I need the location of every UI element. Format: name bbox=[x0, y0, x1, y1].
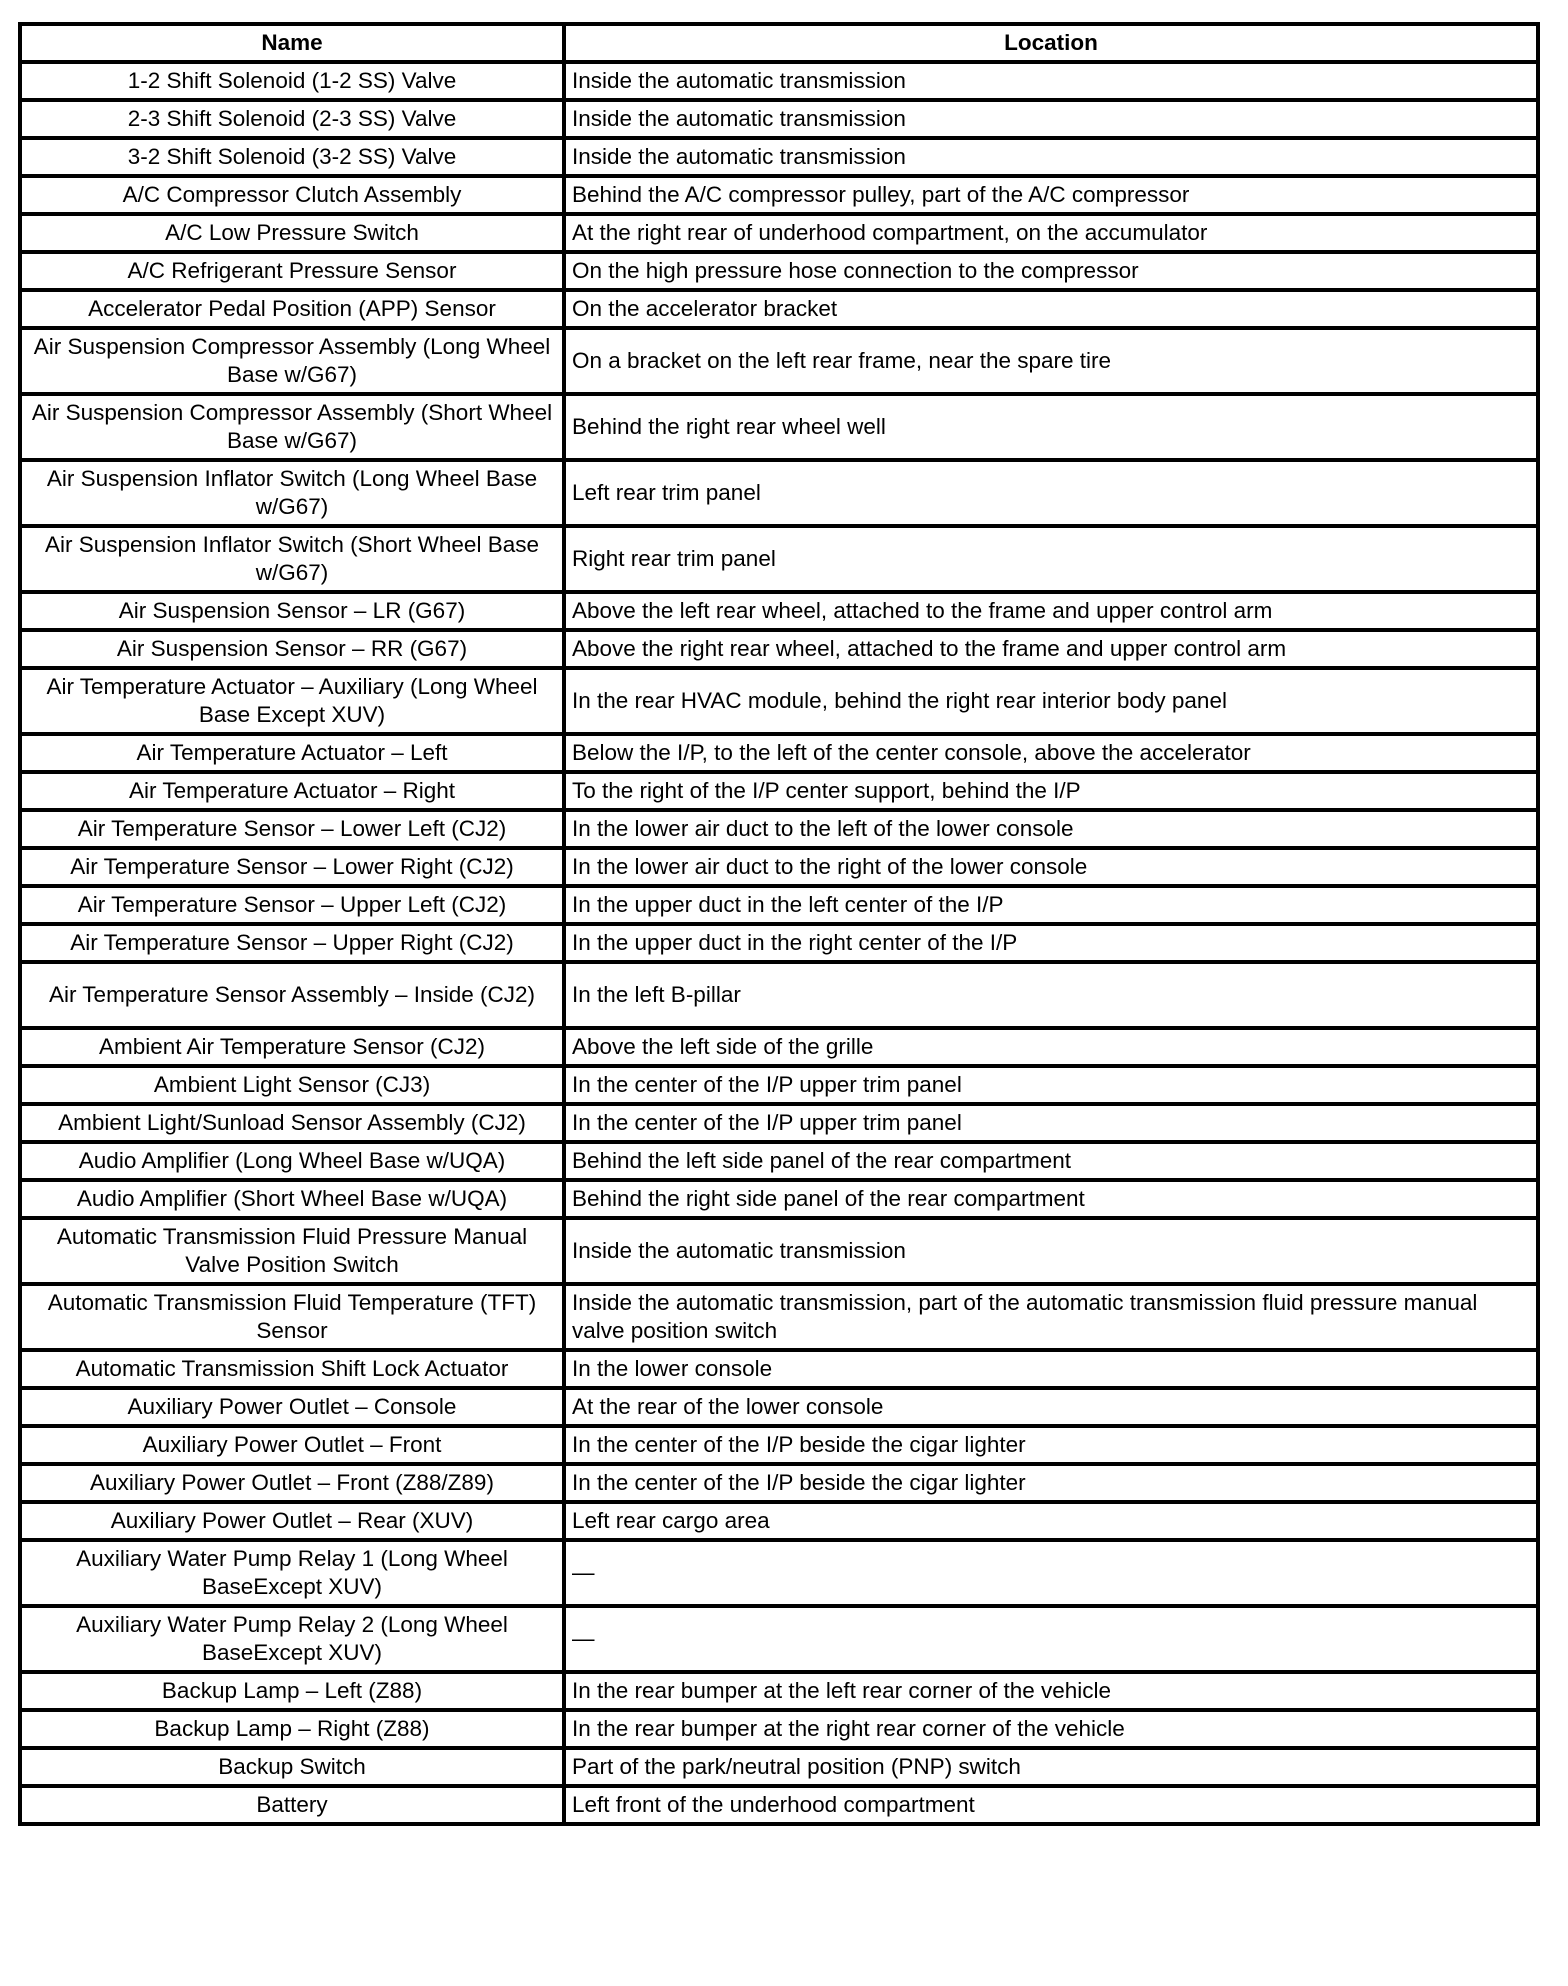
table-row bbox=[20, 138, 1538, 176]
component-name: Air Suspension Compressor Assembly (Long Wheel Base w/G67) bbox=[20, 328, 564, 394]
table-row bbox=[20, 848, 1538, 886]
component-name: Air Temperature Sensor – Upper Right (CJ2) bbox=[20, 924, 564, 962]
component-name: 3-2 Shift Solenoid (3-2 SS) Valve bbox=[20, 138, 564, 176]
component-location: In the center of the I/P upper trim panel bbox=[564, 1104, 1538, 1142]
component-name: Auxiliary Power Outlet – Console bbox=[20, 1388, 564, 1426]
component-location: — bbox=[564, 1606, 1538, 1672]
component-name: Backup Switch bbox=[20, 1748, 564, 1786]
table-row bbox=[20, 214, 1538, 252]
component-location: Behind the A/C compressor pulley, part of the A/C compressor bbox=[564, 176, 1538, 214]
component-name: Automatic Transmission Fluid Pressure Manual Valve Position Switch bbox=[20, 1218, 564, 1284]
table-row bbox=[20, 630, 1538, 668]
component-name: Auxiliary Power Outlet – Rear (XUV) bbox=[20, 1502, 564, 1540]
table-row bbox=[20, 394, 1538, 460]
component-name: Air Temperature Actuator – Right bbox=[20, 772, 564, 810]
component-name: 1-2 Shift Solenoid (1-2 SS) Valve bbox=[20, 62, 564, 100]
component-location: Inside the automatic transmission bbox=[564, 100, 1538, 138]
component-name: 2-3 Shift Solenoid (2-3 SS) Valve bbox=[20, 100, 564, 138]
table-row bbox=[20, 1388, 1538, 1426]
component-name: Automatic Transmission Shift Lock Actuator bbox=[20, 1350, 564, 1388]
table-row bbox=[20, 962, 1538, 1028]
component-location: Behind the left side panel of the rear compartment bbox=[564, 1142, 1538, 1180]
component-location: In the center of the I/P beside the cigar lighter bbox=[564, 1464, 1538, 1502]
component-location: Above the left side of the grille bbox=[564, 1028, 1538, 1066]
component-location: Behind the right side panel of the rear compartment bbox=[564, 1180, 1538, 1218]
component-name: Ambient Light Sensor (CJ3) bbox=[20, 1066, 564, 1104]
table-row bbox=[20, 668, 1538, 734]
table-row bbox=[20, 1540, 1538, 1606]
component-location: Left front of the underhood compartment bbox=[564, 1786, 1538, 1824]
table-row bbox=[20, 1284, 1538, 1350]
component-name: Accelerator Pedal Position (APP) Sensor bbox=[20, 290, 564, 328]
component-location: In the upper duct in the left center of the I/P bbox=[564, 886, 1538, 924]
table-row bbox=[20, 1218, 1538, 1284]
component-location: Above the left rear wheel, attached to the frame and upper control arm bbox=[564, 592, 1538, 630]
component-name: Air Temperature Actuator – Auxiliary (Long Wheel Base Except XUV) bbox=[20, 668, 564, 734]
table-row bbox=[20, 1786, 1538, 1824]
component-location: Left rear cargo area bbox=[564, 1502, 1538, 1540]
component-location: Inside the automatic transmission, part of the automatic transmission fluid pressure manual valve position switch bbox=[564, 1284, 1538, 1350]
table-row bbox=[20, 734, 1538, 772]
table-row bbox=[20, 1748, 1538, 1786]
component-name: A/C Low Pressure Switch bbox=[20, 214, 564, 252]
component-location: On the high pressure hose connection to the compressor bbox=[564, 252, 1538, 290]
component-location: On a bracket on the left rear frame, near the spare tire bbox=[564, 328, 1538, 394]
component-name: Backup Lamp – Left (Z88) bbox=[20, 1672, 564, 1710]
table-row bbox=[20, 176, 1538, 214]
table-row bbox=[20, 1502, 1538, 1540]
table-row bbox=[20, 1104, 1538, 1142]
table-row bbox=[20, 810, 1538, 848]
component-location: In the left B-pillar bbox=[564, 962, 1538, 1028]
component-location: In the rear HVAC module, behind the right rear interior body panel bbox=[564, 668, 1538, 734]
table-row bbox=[20, 592, 1538, 630]
component-location: In the lower air duct to the left of the lower console bbox=[564, 810, 1538, 848]
table-row bbox=[20, 290, 1538, 328]
component-location: In the center of the I/P upper trim panel bbox=[564, 1066, 1538, 1104]
component-location: Inside the automatic transmission bbox=[564, 62, 1538, 100]
component-location: To the right of the I/P center support, behind the I/P bbox=[564, 772, 1538, 810]
table-row bbox=[20, 1672, 1538, 1710]
table-row bbox=[20, 62, 1538, 100]
component-name: A/C Compressor Clutch Assembly bbox=[20, 176, 564, 214]
header-row bbox=[20, 24, 1538, 62]
component-name: Air Temperature Sensor – Upper Left (CJ2) bbox=[20, 886, 564, 924]
table-row bbox=[20, 1350, 1538, 1388]
component-location: Inside the automatic transmission bbox=[564, 1218, 1538, 1284]
component-location: At the rear of the lower console bbox=[564, 1388, 1538, 1426]
component-name: Air Temperature Sensor – Lower Right (CJ2) bbox=[20, 848, 564, 886]
component-location-table bbox=[18, 22, 1540, 1826]
header-name: Name bbox=[20, 24, 564, 62]
table-row bbox=[20, 328, 1538, 394]
table-row bbox=[20, 1142, 1538, 1180]
component-name: Backup Lamp – Right (Z88) bbox=[20, 1710, 564, 1748]
component-location: In the upper duct in the right center of the I/P bbox=[564, 924, 1538, 962]
component-location: Left rear trim panel bbox=[564, 460, 1538, 526]
table-row bbox=[20, 526, 1538, 592]
component-location: Behind the right rear wheel well bbox=[564, 394, 1538, 460]
table-row bbox=[20, 1028, 1538, 1066]
component-name: Audio Amplifier (Short Wheel Base w/UQA) bbox=[20, 1180, 564, 1218]
component-name: Air Temperature Actuator – Left bbox=[20, 734, 564, 772]
table-row bbox=[20, 1464, 1538, 1502]
component-name: Ambient Light/Sunload Sensor Assembly (CJ2) bbox=[20, 1104, 564, 1142]
component-location: In the rear bumper at the left rear corner of the vehicle bbox=[564, 1672, 1538, 1710]
component-name: Air Suspension Inflator Switch (Long Wheel Base w/G67) bbox=[20, 460, 564, 526]
table-row bbox=[20, 1066, 1538, 1104]
component-name: Auxiliary Power Outlet – Front (Z88/Z89) bbox=[20, 1464, 564, 1502]
component-name: Battery bbox=[20, 1786, 564, 1824]
table-row bbox=[20, 252, 1538, 290]
component-name: Audio Amplifier (Long Wheel Base w/UQA) bbox=[20, 1142, 564, 1180]
component-name: Auxiliary Water Pump Relay 2 (Long Wheel BaseExcept XUV) bbox=[20, 1606, 564, 1672]
component-location: In the lower console bbox=[564, 1350, 1538, 1388]
component-name: Air Suspension Inflator Switch (Short Wheel Base w/G67) bbox=[20, 526, 564, 592]
table-row bbox=[20, 1606, 1538, 1672]
table-row bbox=[20, 460, 1538, 526]
component-name: Ambient Air Temperature Sensor (CJ2) bbox=[20, 1028, 564, 1066]
component-name: Air Temperature Sensor – Lower Left (CJ2) bbox=[20, 810, 564, 848]
component-location: Part of the park/neutral position (PNP) switch bbox=[564, 1748, 1538, 1786]
table-row bbox=[20, 772, 1538, 810]
component-location: Above the right rear wheel, attached to the frame and upper control arm bbox=[564, 630, 1538, 668]
component-location: In the rear bumper at the right rear corner of the vehicle bbox=[564, 1710, 1538, 1748]
component-location: At the right rear of underhood compartment, on the accumulator bbox=[564, 214, 1538, 252]
component-name: Automatic Transmission Fluid Temperature (TFT) Sensor bbox=[20, 1284, 564, 1350]
component-location: In the lower air duct to the right of the lower console bbox=[564, 848, 1538, 886]
header-location: Location bbox=[564, 24, 1538, 62]
component-location: On the accelerator bracket bbox=[564, 290, 1538, 328]
component-name: Auxiliary Power Outlet – Front bbox=[20, 1426, 564, 1464]
table-row bbox=[20, 886, 1538, 924]
component-name: A/C Refrigerant Pressure Sensor bbox=[20, 252, 564, 290]
table-row bbox=[20, 1180, 1538, 1218]
component-location: In the center of the I/P beside the cigar lighter bbox=[564, 1426, 1538, 1464]
component-name: Air Suspension Sensor – LR (G67) bbox=[20, 592, 564, 630]
table-row bbox=[20, 100, 1538, 138]
table-row bbox=[20, 1710, 1538, 1748]
component-location: Right rear trim panel bbox=[564, 526, 1538, 592]
component-name: Air Temperature Sensor Assembly – Inside (CJ2) bbox=[20, 962, 564, 1028]
component-name: Air Suspension Compressor Assembly (Short Wheel Base w/G67) bbox=[20, 394, 564, 460]
table-row bbox=[20, 1426, 1538, 1464]
component-location: — bbox=[564, 1540, 1538, 1606]
component-name: Auxiliary Water Pump Relay 1 (Long Wheel BaseExcept XUV) bbox=[20, 1540, 564, 1606]
table-row bbox=[20, 924, 1538, 962]
component-location: Inside the automatic transmission bbox=[564, 138, 1538, 176]
component-location: Below the I/P, to the left of the center console, above the accelerator bbox=[564, 734, 1538, 772]
component-name: Air Suspension Sensor – RR (G67) bbox=[20, 630, 564, 668]
